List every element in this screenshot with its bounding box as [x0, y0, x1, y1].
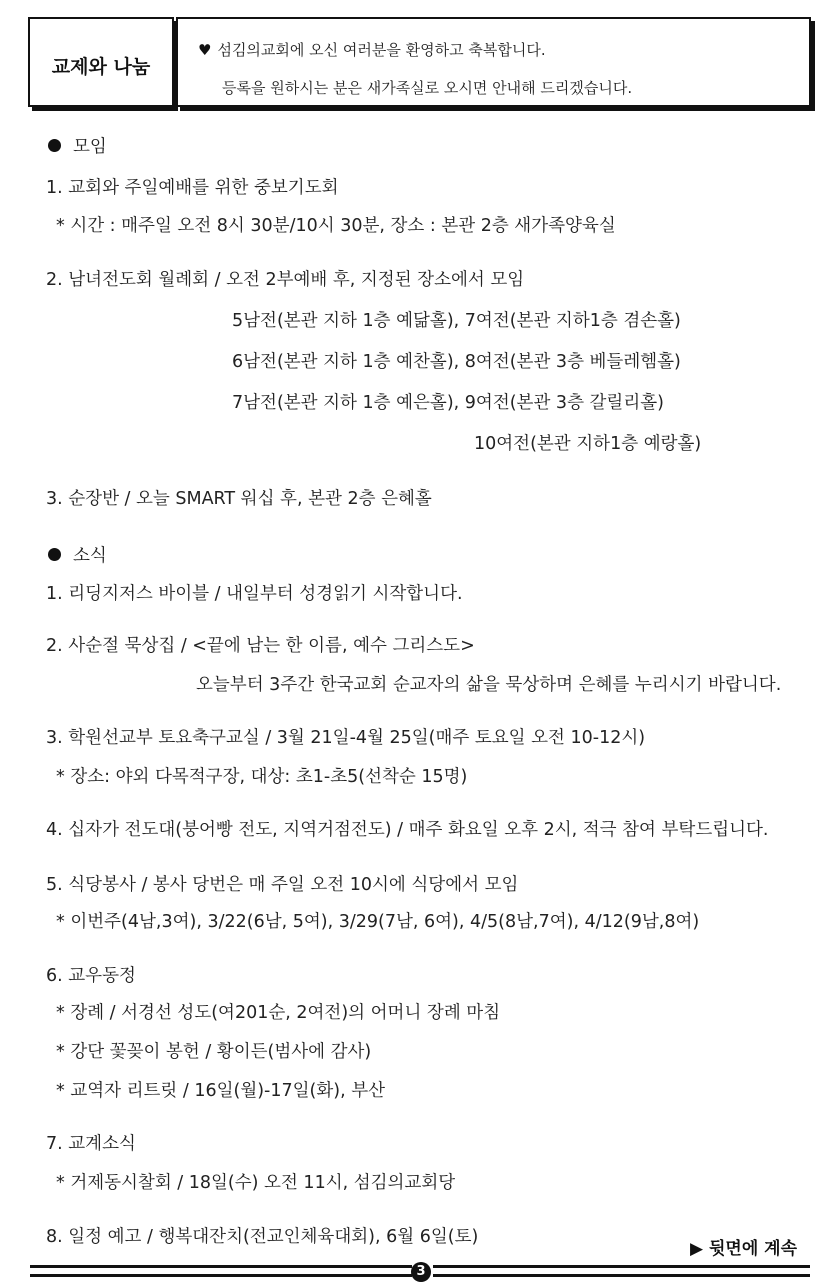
news-item-3-detail: * 장소: 야외 다목적구장, 대상: 초1-초5(선착순 15명)	[56, 767, 468, 787]
welcome-box	[176, 17, 811, 107]
section-title-box	[28, 17, 174, 107]
news-item-6-detail: * 교역자 리트릿 / 16일(월)-17일(화), 부산	[56, 1081, 386, 1101]
news-item-2-detail: 오늘부터 3주간 한국교회 순교자의 삶을 묵상하며 은혜를 누리시기 바랍니다.	[196, 675, 782, 695]
news-item-6-detail: * 강단 꽃꽂이 봉헌 / 황이든(범사에 감사)	[56, 1042, 372, 1062]
meeting-item-2-line: 7남전(본관 지하 1층 예은홀), 9여전(본관 3층 갈릴리홀)	[232, 393, 664, 413]
news-item-7: 7. 교계소식	[46, 1134, 136, 1154]
news-item-7-detail: * 거제동시찰회 / 18일(수) 오전 11시, 섬김의교회당	[56, 1173, 456, 1193]
footer-rule-left-top	[30, 1265, 412, 1268]
meeting-item-1-detail: * 시간 : 매주일 오전 8시 30분/10시 30분, 장소 : 본관 2층 새가족양육실	[56, 216, 616, 236]
bullet-icon	[48, 139, 61, 152]
footer-rule-right-top	[433, 1265, 810, 1268]
meetings-heading: 모임	[48, 133, 107, 158]
welcome-line-2: 등록을 원하시는 분은 새가족실로 오시면 안내해 드리겠습니다.	[222, 79, 633, 97]
meeting-item-2-line: 6남전(본관 지하 1층 예찬홀), 8여전(본관 3층 베들레헴홀)	[232, 352, 681, 372]
news-item-3: 3. 학원선교부 토요축구교실 / 3월 21일-4월 25일(매주 토요일 오전 10-12시)	[46, 728, 646, 748]
section-title: 교제와 나눔	[51, 56, 151, 78]
news-item-6: 6. 교우동정	[46, 966, 136, 986]
news-item-5-detail: * 이번주(4남,3여), 3/22(6남, 5여), 3/29(7남, 6여), 4/5(8남,7여), 4/12(9남,8여)	[56, 912, 700, 932]
meeting-item-2-line: 5남전(본관 지하 1층 예닮홀), 7여전(본관 지하1층 겸손홀)	[232, 311, 681, 331]
page-number-badge: 3	[411, 1262, 431, 1282]
footer-rule-right-bottom	[433, 1274, 810, 1277]
news-item-4: 4. 십자가 전도대(붕어빵 전도, 지역거점전도) / 매주 화요일 오후 2시, 적극 참여 부탁드립니다.	[46, 820, 769, 840]
meeting-item-2-line: 10여전(본관 지하1층 예랑홀)	[474, 434, 702, 454]
news-item-1: 1. 리딩지저스 바이블 / 내일부터 성경읽기 시작합니다.	[46, 584, 463, 604]
bullet-icon	[48, 548, 61, 561]
news-item-2: 2. 사순절 묵상집 / <끝에 남는 한 이름, 예수 그리스도>	[46, 636, 475, 656]
news-item-6-detail: * 장례 / 서경선 성도(여201순, 2여전)의 어머니 장례 마침	[56, 1003, 501, 1023]
welcome-line-1: ♥ 섬김의교회에 오신 여러분을 환영하고 축복합니다.	[198, 41, 546, 59]
meeting-item-1: 1. 교회와 주일예배를 위한 중보기도회	[46, 178, 339, 198]
news-item-8: 8. 일정 예고 / 행복대잔치(전교인체육대회), 6월 6일(토)	[46, 1227, 479, 1247]
meeting-item-2: 2. 남녀전도회 월례회 / 오전 2부예배 후, 지정된 장소에서 모임	[46, 270, 525, 290]
footer-rule-left-bottom	[30, 1274, 412, 1277]
continue-note: ▶ 뒷면에 계속	[690, 1239, 798, 1259]
news-item-5: 5. 식당봉사 / 봉사 당번은 매 주일 오전 10시에 식당에서 모임	[46, 875, 519, 895]
news-heading: 소식	[48, 542, 107, 567]
heart-icon: ♥	[198, 41, 212, 59]
meeting-item-3: 3. 순장반 / 오늘 SMART 워십 후, 본관 2층 은혜홀	[46, 489, 432, 509]
